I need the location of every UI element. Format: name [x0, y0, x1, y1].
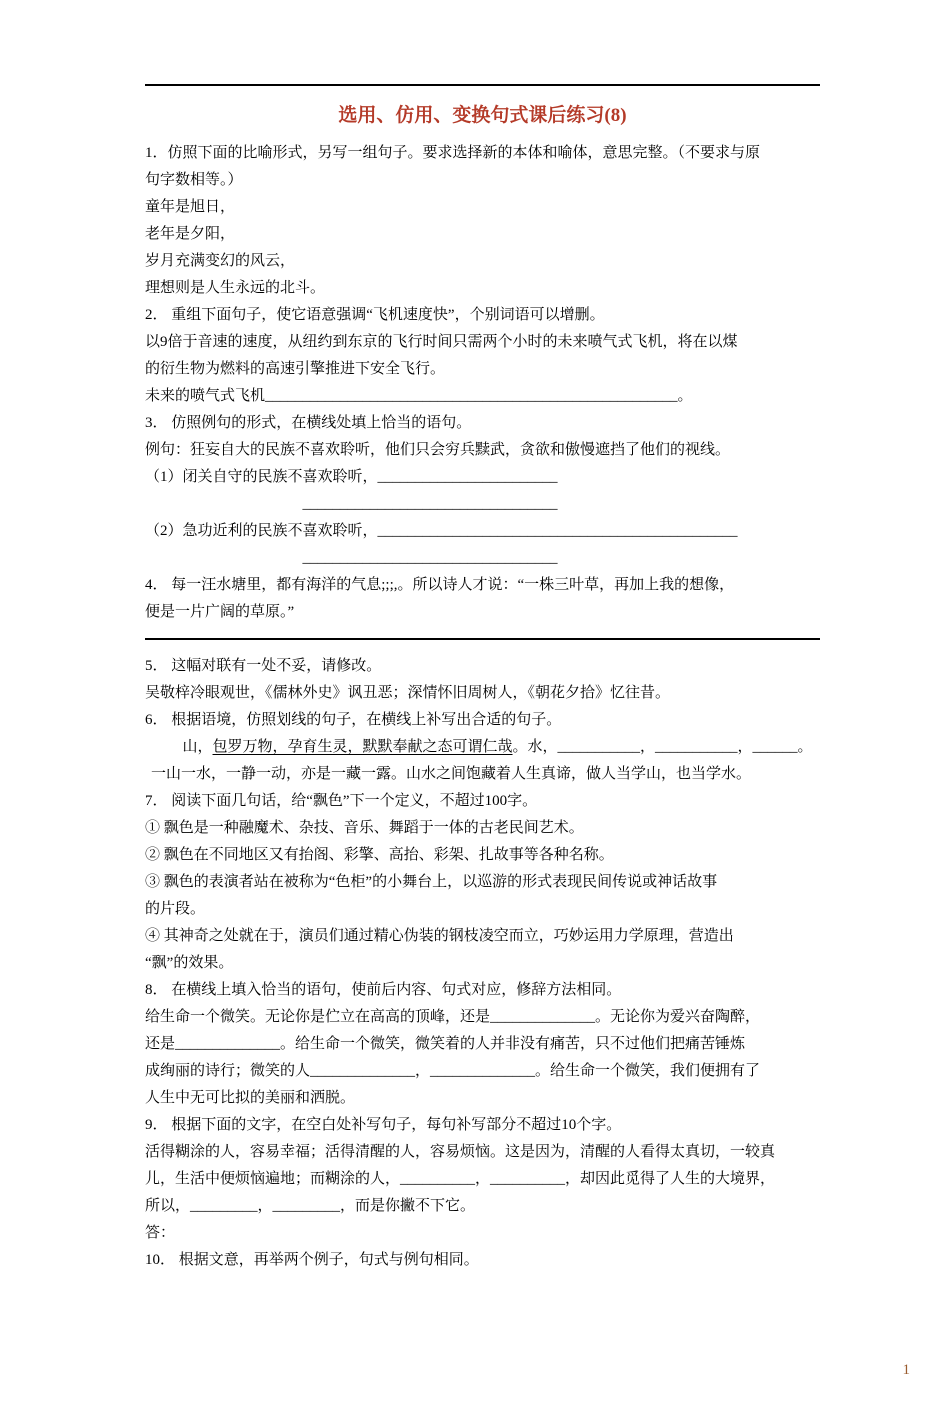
text-line: 1．仿照下面的比喻形式，另写一组句子。要求选择新的本体和喻体，意思完整。（不要求与原 — [145, 145, 761, 161]
document-page — [0, 84, 950, 1274]
text-line: 句字数相等。） — [145, 172, 243, 188]
text-line: 7． 阅读下面几句话，给“飘色”下一个定义，不超过100字。 — [145, 793, 538, 809]
text-line: 9． 根据下面的文字，在空白处补写句子，每句补写部分不超过10个字。 — [145, 1117, 622, 1133]
text-line: 8． 在横线上填入恰当的语句，使前后内容、句式对应，修辞方法相同。 — [145, 982, 622, 998]
document-body — [145, 140, 820, 1274]
text-line: 儿，生活中便烦恼遍地；而糊涂的人，__________，__________，却因此觅得了人生的大境界， — [145, 1171, 776, 1187]
text-line: 还是______________。给生命一个微笑，微笑着的人并非没有痛苦，只不过他们把痛苦锤炼 — [145, 1036, 746, 1052]
text-line: 4． 每一汪水塘里，都有海洋的气息;;;,。所以诗人才说：“一株三叶草，再加上我的想像， — [145, 577, 735, 593]
text-line: 10． 根据文意，再举两个例子，句式与例句相同。 — [145, 1252, 479, 1268]
page-title: 选用、仿用、变换句式课后练习(8) — [338, 105, 627, 126]
text-line: 的片段。 — [145, 901, 206, 917]
text-line: 给生命一个微笑。无论你是伫立在高高的顶峰，还是______________。无论你为爱兴奋陶醉， — [145, 1009, 761, 1025]
text-line: 一山一水，一静一动，亦是一藏一露。山水之间饱藏着人生真谛，做人当学山，也当学水。 — [151, 766, 752, 782]
header-rule — [145, 84, 820, 86]
text-line: 2． 重组下面句子，使它语意强调“飞机速度快”，个别词语可以增删。 — [145, 307, 605, 323]
text-line: ② 飘色在不同地区又有抬阁、彩擎、高抬、彩架、扎故事等各种名称。 — [145, 847, 614, 863]
text-line: ③ 飘色的表演者站在被称为“色柜”的小舞台上，以巡游的形式表现民间传说或神话故事 — [145, 874, 718, 890]
text-line: “飘”的效果。 — [145, 955, 234, 971]
text-line: 岁月充满变幻的风云， — [145, 253, 296, 269]
text-line: ④ 其神奇之处就在于，演员们通过精心伪装的钢枝凌空而立，巧妙运用力学原理，营造出 — [145, 928, 734, 944]
text-line: 的衍生物为燃料的高速引擎推进下安全飞行。 — [145, 361, 446, 377]
text-line: 山，包罗万物，孕育生灵，默默奉献之态可谓仁哉。水，___________，___________，______。 — [182, 739, 813, 755]
text-line: 以9倍于音速的速度，从纽约到东京的飞行时间只需两个小时的未来喷气式飞机，将在以煤 — [145, 334, 738, 350]
text-line: 老年是夕阳， — [145, 226, 236, 242]
text-line: （2）急功近利的民族不喜欢聆听，________________________________________________ — [145, 523, 738, 539]
text-line: __________________________________ — [302, 550, 558, 566]
page-number: 1 — [902, 1362, 910, 1378]
underlined-phrase: 包罗万物，孕育生灵，默默奉献之态可谓仁哉 — [212, 739, 513, 755]
text-line: 人生中无可比拟的美丽和洒脱。 — [145, 1090, 356, 1106]
text-line: （1）闭关自守的民族不喜欢聆听，________________________ — [145, 469, 558, 485]
answer-rule — [145, 626, 820, 640]
text-line: 答： — [145, 1225, 176, 1241]
text-line: 便是一片广阔的草原。” — [145, 604, 295, 620]
text-line: 3． 仿照例句的形式，在横线处填上恰当的语句。 — [145, 415, 472, 431]
text-line: 未来的喷气式飞机_______________________________________________________。 — [145, 388, 693, 404]
text-line: 吴敬梓冷眼观世，《儒林外史》讽丑恶；深情怀旧周树人，《朝花夕拾》忆往昔。 — [145, 685, 671, 701]
text-line: __________________________________ — [302, 496, 558, 512]
text-line: 活得糊涂的人，容易幸福；活得清醒的人，容易烦恼。这是因为，清醒的人看得太真切，一较真 — [145, 1144, 776, 1160]
text-line: 理想则是人生永远的北斗。 — [145, 280, 326, 296]
text-line: 童年是旭日， — [145, 199, 236, 215]
text-line: 例句：狂妄自大的民族不喜欢聆听，他们只会穷兵黩武，贪欲和傲慢遮挡了他们的视线。 — [145, 442, 731, 458]
text-line: 所以，_________，_________，而是你撇不下它。 — [145, 1198, 476, 1214]
text-line: 5． 这幅对联有一处不妥，请修改。 — [145, 658, 382, 674]
text-line: 成绚丽的诗行；微笑的人______________，______________。给生命一个微笑，我们便拥有了 — [145, 1063, 761, 1079]
text-line: 6． 根据语境，仿照划线的句子，在横线上补写出合适的句子。 — [145, 712, 562, 728]
text-line: ① 飘色是一种融魔术、杂技、音乐、舞蹈于一体的古老民间艺术。 — [145, 820, 584, 836]
